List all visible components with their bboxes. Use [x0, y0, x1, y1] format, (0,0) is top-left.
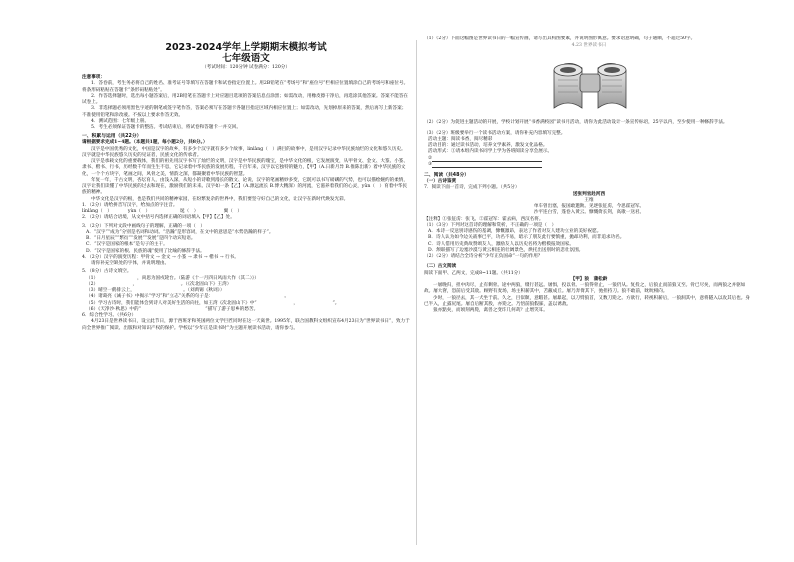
text-jia-paragraph: 少时，一狼径去，其一犬坐于前。久之，目似瞑，意暇甚。屠暴起，以刀劈狼首，又数刀毙之。方欲行，转视积薪后，一狼洞其中，意将隧入以攻其后也。身已半入，止露尻尾。屠自后断其股，亦毙之。乃悟前狼假寐，盖以诱敌。: [424, 295, 750, 307]
text-jia-paragraph: 一屠晚归，担中肉尽，止有剩骨。途中两狼，缀行甚远。屠惧，投以骨。一狼得骨止，一狼仍从。复投之，后狼止而前狼又至。骨已尽矣，而两狼之并驱如故。屠大窘，恐前后受其敌。顾野有麦场，场主积薪其中，苫蔽成丘。屠乃奔倚其下，弛担持刀。狼不敢前，眈眈相向。: [424, 283, 746, 295]
question-6-text: 4月23日是世界读书日，设立此节日，源于西班牙和英国两位文学巨匠同时在这一天离世。1995年，联合国教科文组织宣布4月23日为“世界读书日”，致力于向全世界推广阅读、出版和对知识产权的保护。学校以“少年正是读书时”为主题开展读书活动，请你参与。: [82, 319, 410, 331]
note-item: 5．考生必须保证答题卡的整洁。考试结束后，将试卷和答题卡一并交回。: [91, 125, 241, 130]
question-5-line: （4）诸葛亮《诫子书》中揭示“学习”和“立志”关系的句子是： 。: [86, 294, 289, 300]
question-2: 2．（2分）请结合语境，从文中括号内选择正确的词语填入【甲】【乙】处。: [82, 215, 235, 221]
exam-title: 2023-2024学年上学期期末模拟考试: [165, 42, 327, 53]
question-7: 7．阅读下面一首诗，完成下列小题。（共5分）: [424, 185, 520, 191]
note-item: 3．非选择题必须用黑色字迹的钢笔或签字笔作答，答案必须写在答题卡各题目指定区域内相应位置上；如需改动，先划掉原来的答案，然后再写上新答案；不准使用铅笔和涂改液。不按以上要求作答无效。: [82, 106, 407, 118]
subsection-poetry: （一）古诗鉴赏: [424, 179, 457, 184]
question-6: 6．综合性学习。（共6分）: [82, 313, 137, 318]
note-item: 1．答卷前，考生务必将自己的姓名、准考证号等填写在答题卡和试卷指定位置上。用2B铅笔在“考场号”和“座位号”栏相应位置填涂自己的考场号和座位号。将条形码粘贴在答题卡“条形码粘贴处”。: [82, 81, 409, 93]
note-item: 2．作答选择题时，选出每小题答案后，用2B铅笔在答题卡上对应题目选项的答案信息点涂黑；如需改动，用橡皮擦干净后，再选涂其他答案。答案不能答在试卷上。: [82, 93, 409, 105]
answer-blank[interactable]: [432, 163, 542, 168]
question-5: 5．（8分）古诗文填空。: [82, 269, 132, 275]
left-column: [82, 36, 410, 556]
question-5-line: （6）《天净沙·秋思》中的“ ”描写了游子思乡的愁苦。: [86, 306, 259, 312]
poem-title: 送张判官赴河西: [572, 191, 606, 197]
question-4: 4．（2分）汉字的演变历程：甲骨文 → 金文 → 小篆 → 隶书 → 楷书 → 行书。: [82, 254, 239, 260]
passage-paragraph: 中华文化是汉字的根，也是我们共同的精神家园，在纷繁复杂的世界中，我们要坚守好自己的文化，让汉字在新时代焕发光彩。: [91, 196, 349, 202]
exam-info: （考试时间：120分钟 试卷满分：120分）: [202, 65, 290, 70]
question-3-option: D．“汉字是国家的根、民族的魂”使用了比喻的修辞手法。: [86, 248, 205, 254]
question-6-2: （2）（2分）为促进主题活动的开展，学校计划开展“书香满校园”读书月活动，请你为此活动设计一条宣传标语，25字以内，至少使用一种修辞手法。: [424, 120, 728, 126]
question-5-line: （2） ， 。（《次北固山下》王湾）: [86, 281, 232, 287]
plan-line: 活动形式：①请本组内读书同学上学为各班阅读分享会展示。: [428, 149, 553, 155]
poem-line: 沙平连白雪，蓬卷入黄云。慷慨倚长剑，高歌一送君。: [533, 210, 645, 216]
question-7-2: （2）（2分）请结合全诗分析“少年正负国命”一句的作用？: [424, 254, 543, 259]
exam-subject: 七年级语文: [222, 53, 270, 64]
question-3: 3．（2分）下列对文段中画线句子的理解，正确的一项（ ）: [82, 223, 205, 229]
plan-line: 活动主题：阅读书香，阅尽精彩: [428, 136, 493, 142]
question-7-option: D．颔联描写了边塞沙漠与黄云相连的壮阔景色，烘托出送别时的悲壮氛围。: [428, 247, 584, 253]
question-5-line: （3）晴空一鹤排云上， 。（刘禹锡《秋词》）: [86, 288, 225, 293]
question-3-option: B．“日月星辰”“繁衍”“发展”“发展”是四个动宾短语。: [86, 236, 196, 241]
section1-intro: 请根据要求完成1~4题。（本题共1题，每小题2分，共8分。）: [82, 140, 208, 146]
question-7-option: A．本诗一反送别诗感伤的基调，慷慨激昂，表达了作者对友人建功立业的美好祝愿。: [428, 229, 602, 234]
poem-author: 王维: [584, 197, 594, 203]
passage-paragraph: 汉字是中国优秀的文化，中国是汉字的故乡，有多少个汉字就有多少个故事，linlàng（ ）满目的故事中，是用汉字记录中华民族灿烂的文化和悠久历史。汉字就是中华民族悠久历史的见证者，民族文化的传承者。: [82, 146, 406, 158]
right-column: [424, 36, 754, 556]
question-8-intro: 阅读下面甲、乙两文，完成8~11题。（共11分）: [424, 270, 523, 276]
binocular-book-icon: [548, 50, 632, 118]
note-item: 4．测试范围：七年级上册。: [91, 118, 150, 124]
subsection-classical: （二）古文阅读: [424, 264, 457, 270]
question-3-option: A．“汉字”“成为”分别是名词和动词。“浩瀚”是形容词，在文中的意思是“水势浩瀚的样子”。: [86, 229, 274, 235]
poem-line: 单车曾出塞，报国敢邀勋。见逐张征虏，今思霍冠军。: [533, 204, 645, 209]
question-5-line: （5）学习古诗时，我们能体会到诗人对美好生活的向往，如王湾《次北固山下》中“ ， ”。: [86, 300, 340, 306]
text-jia-title: 【甲】狼 蒲松龄: [570, 276, 608, 282]
text-jia-last: 狼亦黠矣，而顷刻两毙，禽兽之变诈几何哉？止增笑耳。: [433, 308, 548, 313]
poster-caption: 4.23 世界读书日: [571, 43, 607, 49]
poem-note: 【注释】①张征虏：张飞。②霍冠军：霍去病，西汉名将。: [424, 216, 544, 222]
plan-blank-label: ②: [428, 155, 433, 161]
passage-paragraph: 汉字是承载文化的重要载体，我们的祖先用汉字书写了灿烂的文明，汉字是中华民族的瑰宝，是中华文化的根，它发展演变，从甲骨文、金文、大篆、小篆、隶书、楷书、行书，历经数千年而生生不息，它记录着中华民族的发展历程，千百年来，汉字以它独特的魅力，【甲】（A.日新月异 B.推陈出新）着中华民族的文化，一个个方块字，笔画之间，风骨之美，情韵之深，都凝聚着中华民族的智慧。: [82, 159, 408, 177]
question-5-line: （1） ，尚思为国戍轮台。（陆游《十一月四日风雨大作（其二）》）: [86, 275, 259, 281]
question-3-option: C．“汉字是国家的根本”是句子的主干。: [86, 242, 168, 248]
question-7-option: C．诗人借用历史典故赞颂友人，激励友人以历史名将为楷模报效国家。: [428, 241, 574, 247]
section2-heading: 二、阅读（共48分）: [424, 173, 470, 178]
poster-illustration: [424, 42, 754, 120]
question-4-b: 请你补充空缺处的字体，并说明理由。: [91, 261, 170, 266]
question-7-1: （1）（3分）下列对这首诗的理解和赏析，不正确的一项是（ ）: [424, 222, 557, 228]
question-1: 1．（2分）请给拼音写汉字，给加点的字注音。: [82, 202, 178, 208]
question-1-pinyin: línlàng（ ） yùn（ ） 诞（ ） 翼（ ）: [82, 209, 243, 214]
question-6-3: （3）（2分）班级要举行一个读书活动方案，请你补充内容填写完整。: [424, 130, 566, 136]
plan-blank-label: ③: [428, 161, 433, 167]
column-divider: [416, 40, 417, 545]
question-6-1: （1）（2分）下面这幅图是世界读书日的一幅宣传画，请写出其构图要素，并说明图形寓意。要求语意明确，句子通顺，不超过50字。: [424, 36, 696, 41]
notes-heading: 注意事项：: [82, 75, 105, 80]
question-7-option: B．诗人认为如今边关战事已平，功名不易，暗示了朋友此行要慎重，抛却功利，而非追求功名。: [428, 235, 625, 241]
passage-paragraph: 年复一年，千古文明，杏坛育人，由浅入深，从短小的诗歌到漫长的散文、论说，汉字的笔画精妙多变，它既可以书写磅礴的气势，也可以描绘婉约的柔情，汉字让我们读懂了中华民族的过去和现在，激励我们的未来。汉字如一条【乙】（A.源远流长 B.博大精深）的河流，它滋养着我们的心灵，yǔn（ ）育着中华民族的精神。: [82, 177, 408, 196]
section1-heading: 一、积累与运用（共22分）: [82, 134, 142, 140]
plan-line: 活动目的：通过读书活动，培养文学素养，激发文化品格。: [428, 143, 548, 148]
